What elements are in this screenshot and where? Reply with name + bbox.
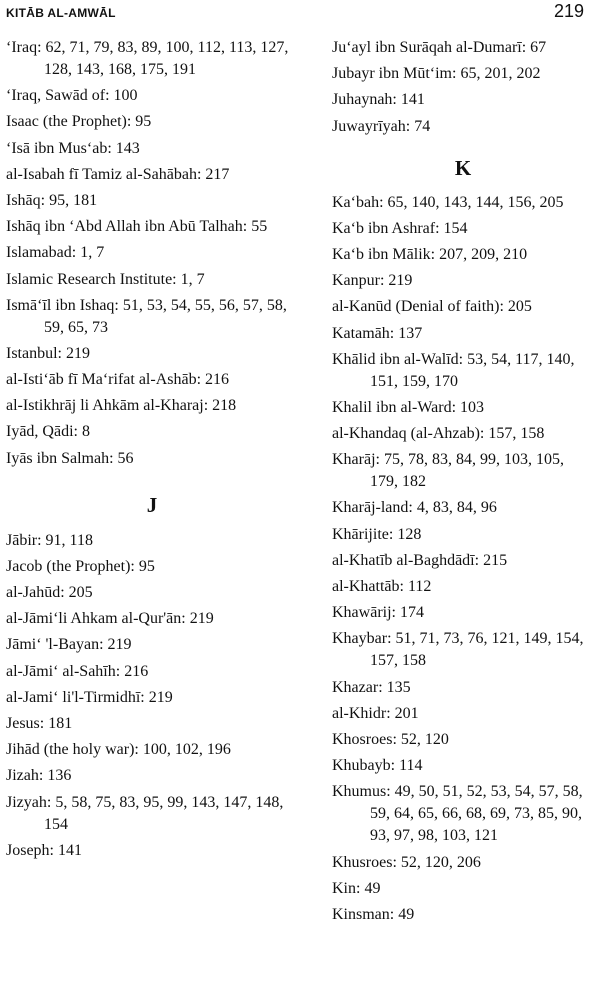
- page-number: 219: [553, 1, 584, 21]
- index-entry: Jizah: 136: [6, 767, 72, 785]
- index-entry: Khālid ibn al-Walīd: 53, 54, 117, 140, 151, 159, 170: [332, 350, 575, 390]
- index-entry: Khosroes: 52, 120: [332, 730, 449, 748]
- index-entry: al-Istiʻāb fī Maʻrifat al-Ashāb: 216: [6, 371, 230, 389]
- running-title: KITĀB AL-AMWĀL: [6, 6, 116, 20]
- index-entry: Jābir: 91, 118: [6, 531, 93, 549]
- index-entry: Khumus: 49, 50, 51, 52, 53, 54, 57, 58, 59, 64, 65, 66, 68, 69, 73, 85, 90, 93, 97, 98, 103, 121: [332, 783, 583, 845]
- index-entry: Khaybar: 51, 71, 73, 76, 121, 149, 154, 157, 158: [332, 630, 584, 670]
- index-entry: Kanpur: 219: [332, 272, 413, 290]
- index-entry: al-Khandaq (al-Ahzab): 157, 158: [332, 425, 545, 443]
- index-entry: al-Isabah fī Tamiz al-Sahābah: 217: [6, 165, 230, 183]
- section-letter-k: K: [454, 155, 472, 180]
- index-entry: Khalil ibn al-Ward: 103: [332, 398, 485, 416]
- index-entry: Iyād, Qādi: 8: [6, 423, 90, 441]
- index-entry: Jāmiʻ 'l-Bayan: 219: [6, 636, 132, 654]
- index-entry: Jizyah: 5, 58, 75, 83, 95, 99, 143, 147, 148, 154: [6, 793, 284, 833]
- index-entry: Iyās ibn Salmah: 56: [6, 449, 134, 467]
- index-entry: Khārijite: 128: [332, 525, 422, 543]
- index-entry: Juʻayl ibn Surāqah al-Dumarī: 67: [332, 39, 547, 56]
- index-entry: Kaʻb ibn Mālik: 207, 209, 210: [332, 245, 528, 263]
- index-entry: Khawārij: 174: [332, 604, 424, 622]
- index-entry: al-Khidr: 201: [332, 704, 419, 722]
- index-entry: Kaʻbah: 65, 140, 143, 144, 156, 205: [332, 193, 564, 211]
- index-entry: ʻIraq, Sawād of: 100: [6, 87, 138, 105]
- index-entry: Kin: 49: [332, 879, 381, 897]
- index-entry: Istanbul: 219: [6, 344, 90, 362]
- section-letter-j: J: [146, 492, 158, 517]
- index-entry: al-Kanūd (Denial of faith): 205: [332, 298, 532, 316]
- index-entry: al-Jahūd: 205: [6, 584, 93, 601]
- index-entry: Ishāq: 95, 181: [6, 191, 98, 209]
- index-entry: Jacob (the Prophet): 95: [6, 557, 155, 575]
- index-entry: ʻIraq: 62, 71, 79, 83, 89, 100, 112, 113, 127, 128, 143, 168, 175, 191: [6, 39, 289, 78]
- entry-group-j-continued: [332, 37, 594, 138]
- entry-group-j: [6, 530, 298, 862]
- index-entry: Kaʻb ibn Ashraf: 154: [332, 219, 468, 237]
- index-column-left: [6, 37, 298, 866]
- index-entry: Juhaynah: 141: [332, 91, 425, 109]
- index-entry: ʻIsā ibn Musʻab: 143: [6, 139, 140, 157]
- index-entry: al-Khattāb: 112: [332, 578, 432, 595]
- index-entry: Islamabad: 1, 7: [6, 244, 105, 262]
- index-entry: Khubayb: 114: [332, 757, 423, 775]
- index-entry: Ismāʻīl ibn Ishaq: 51, 53, 54, 55, 56, 57, 58, 59, 65, 73: [6, 296, 287, 336]
- index-entry: Jubayr ibn Mūtʻim: 65, 201, 202: [332, 65, 541, 83]
- index-entry: Ishāq ibn ʻAbd Allah ibn Abū Talhah: 55: [6, 218, 268, 236]
- index-entry: Kinsman: 49: [332, 905, 415, 923]
- index-entry: Khazar: 135: [332, 678, 411, 696]
- index-entry: Jihād (the holy war): 100, 102, 196: [6, 741, 231, 759]
- index-entry: Joseph: 141: [6, 841, 82, 859]
- entry-group-k: [332, 192, 594, 926]
- index-entry: Khusroes: 52, 120, 206: [332, 853, 481, 871]
- entry-group-i: [6, 37, 298, 470]
- index-entry: al-Jāmiʻ al-Sahīh: 216: [6, 662, 149, 680]
- index-entry: al-Istikhrāj li Ahkām al-Kharaj: 218: [6, 397, 237, 415]
- index-entry: al-Jāmiʻli Ahkam al-Qur'ān: 219: [6, 610, 214, 628]
- index-entry: Jesus: 181: [6, 714, 73, 732]
- index-entry: Islamic Research Institute: 1, 7: [6, 270, 205, 288]
- index-entry: Isaac (the Prophet): 95: [6, 113, 152, 131]
- index-column-right: [332, 37, 594, 930]
- index-entry: Juwayrīyah: 74: [332, 117, 431, 135]
- index-entry: Katamāh: 137: [332, 324, 423, 342]
- index-entry: al-Jamiʻ li'l-Tirmidhī: 219: [6, 688, 173, 706]
- index-entry: Kharāj: 75, 78, 83, 84, 99, 103, 105, 179, 182: [332, 451, 564, 491]
- index-entry: Kharāj-land: 4, 83, 84, 96: [332, 499, 497, 517]
- index-entry: al-Khatīb al-Baghdādī: 215: [332, 551, 508, 569]
